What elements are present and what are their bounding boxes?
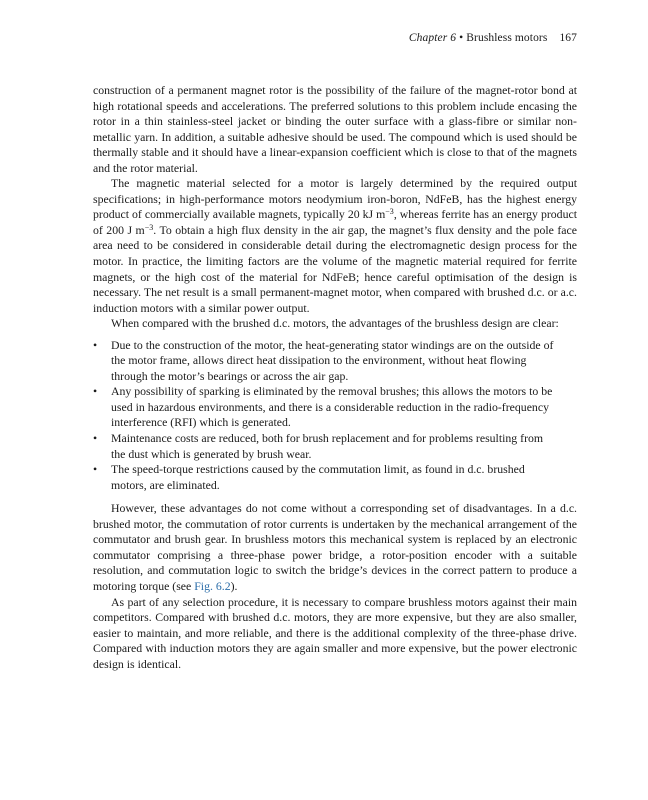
bullet-marker: • [93, 337, 98, 352]
paragraph-2-part-b: , whereas ferrite has an energy product of 200 J m [93, 207, 577, 237]
figure-link[interactable]: Fig. 6.2 [194, 578, 231, 593]
list-item-text: The speed-torque restrictions caused by the commutation limit, as found in d.c. brushed motors, are eliminated. [111, 462, 525, 492]
paragraph-4 [93, 501, 577, 594]
list-item [93, 431, 577, 462]
exponent-2: −3 [144, 222, 154, 232]
list-item [93, 384, 577, 431]
paragraph-2-part-c: . To obtain a high flux density in the air gap, the magnet’s flux density and the pole face area need to be considered in considerable detail during the electromagnetic design process for the motor. In practice, the limiting factors are the volume of the magnetic material required for ferrite magnets, or the high cost of the material for NdFeB; hence careful optimisation of the design is necessary. The net result is a small permanent-magnet motor, when compared with brushed d.c. or a.c. induction motors with a similar power output. [93, 222, 578, 315]
paragraph-3: When compared with the brushed d.c. motors, the advantages of the brushless design are clear: [111, 316, 559, 331]
bullet-marker: • [93, 384, 98, 399]
chapter-title: Brushless motors [466, 32, 548, 44]
advantages-list [93, 338, 577, 493]
bullet-marker: • [93, 462, 98, 477]
body-text [93, 83, 577, 672]
list-item [93, 462, 577, 493]
paragraph-5: As part of any selection procedure, it is necessary to compare brushless motors against their main competitors. Compared with brushed d.c. motors, they are more expensive, but they are also smaller, easier to maintain, and more reliable, and there is the additional complexity of the three-phase drive. Compared with induction motors they are again smaller and more expensive, but the power electronic design is identical. [93, 594, 577, 671]
paragraph-2-part-a: The magnetic material selected for a motor is largely determined by the required output specifications; in high-performance motors neodymium iron-boron, NdFeB, has the highest energy product of commercially available magnets, typically 20 kJ m [93, 176, 577, 222]
bullet-marker: • [93, 431, 98, 446]
page-number: 167 [559, 32, 577, 44]
chapter-label: Chapter 6 [408, 32, 457, 44]
list-item-text: Maintenance costs are reduced, both for brush replacement and for problems resulting from the dust which is generated by brush wear. [111, 431, 544, 461]
list-item-text: Any possibility of sparking is eliminated by the removal brushes; this allows the motors to be used in hazardous environments, and there is a considerable reduction in the radio-frequency interference (RFI) which is generated. [111, 384, 553, 430]
exponent-1: −3 [385, 207, 394, 217]
header-separator: • [459, 32, 464, 44]
paragraph-1: construction of a permanent magnet rotor is the possibility of the failure of the magnet-rotor bond at high rotational speeds and accelerations. The preferred solutions to this problem include encasing the rotor in a thin stainless-steel jacket or binding the outer surface with a glass-fibre or similar non-metallic yarn. In addition, a suitable adhesive should be used. The compound which is used should be thermally stable and it should have a linear-expansion coefficient which is close to that of the magnets and the rotor material. [93, 83, 577, 175]
list-item-text: Due to the construction of the motor, the heat-generating stator windings are on the outside of the motor frame, allows direct heat dissipation to the environment, without heat flowing through the motor’s bearings or across the air gap. [111, 337, 554, 383]
paragraph-4-part-b: ). [230, 578, 238, 593]
paragraph-4-part-a: However, these advantages do not come without a corresponding set of disadvantages. In a d.c. brushed motor, the commutation of rotor currents is undertaken by the mechanical arrangement of the commutator and brush gear. In brushless motors this mechanical system is replaced by an electronic commutator comprising a three-phase power bridge, a rotor-position encoder with a suitable resolution, and commutation logic to switch the bridge’s devices in the correct pattern to produce a motoring torque (see [93, 501, 577, 593]
paragraph-2 [93, 176, 577, 316]
list-item [93, 338, 577, 385]
running-header [409, 32, 577, 44]
